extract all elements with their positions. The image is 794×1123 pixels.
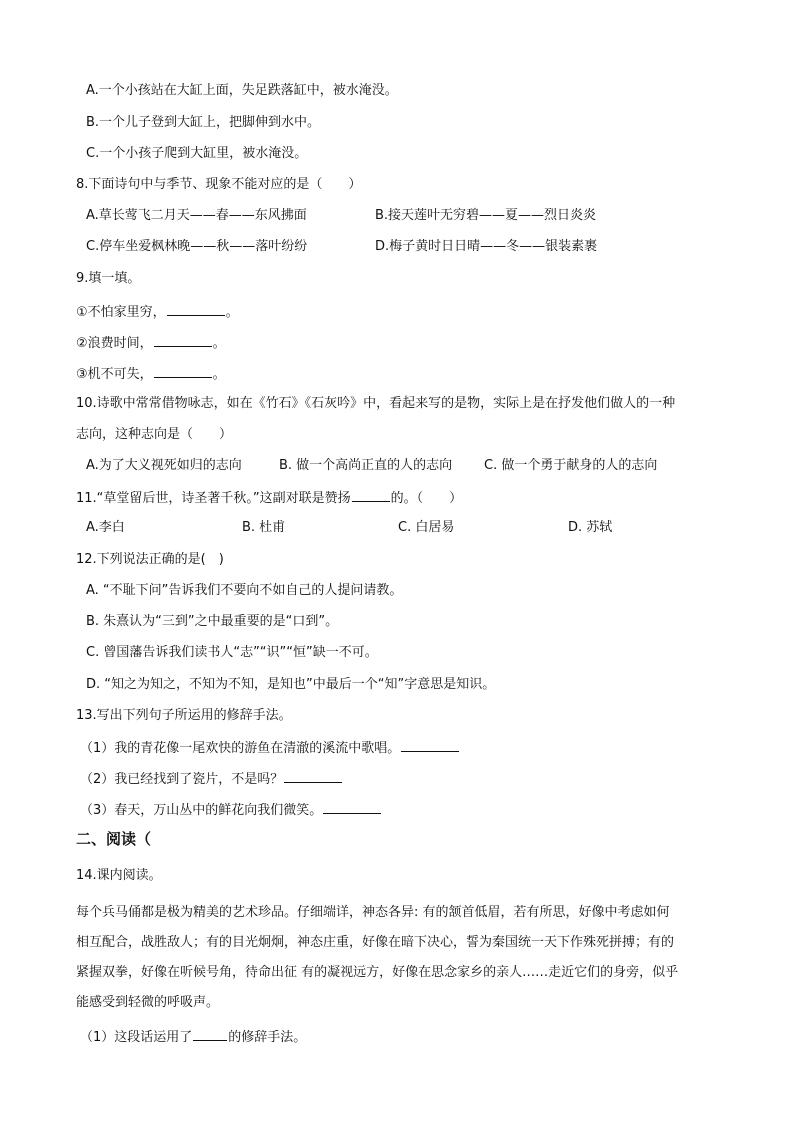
q9-item-1 <box>76 302 239 322</box>
q13-sentence-1 <box>80 738 460 758</box>
answer-blank[interactable] <box>167 302 225 316</box>
q13-sentence-1-text: （1）我的青花像一尾欢快的游鱼在清澈的溪流中歌唱。 <box>80 741 401 756</box>
q11-option-c: C. 白居易 <box>398 520 455 535</box>
answer-blank[interactable] <box>352 488 390 502</box>
q11-option-d: D. 苏轼 <box>568 520 613 535</box>
q14-sub-question-1-text: （1）这段话运用了 <box>80 1030 193 1045</box>
q8-option-c: C.停车坐爱枫林晚——秋——落叶纷纷 <box>86 239 308 254</box>
q14-sub-question-1-end: 的修辞手法。 <box>228 1030 307 1045</box>
q8-option-a: A.草长莺飞二月天——春——东风拂面 <box>86 208 307 223</box>
answer-blank[interactable] <box>284 769 342 783</box>
q14-passage-line1: 每个兵马俑都是极为精美的艺术珍品。仔细端详，神态各异: 有的颔首低眉，若有所思，好像中考虑如何 <box>76 905 670 920</box>
q13-sentence-3-text: （3）春天，万山丛中的鲜花向我们微笑。 <box>80 803 323 818</box>
q11-stem <box>76 488 462 508</box>
q13-sentence-2-text: （2）我已经找到了瓷片，不是吗？ <box>80 772 284 787</box>
answer-blank[interactable] <box>154 364 212 378</box>
answer-blank[interactable] <box>154 333 212 347</box>
q9-stem: 9.填一填。 <box>76 271 141 286</box>
answer-blank[interactable] <box>193 1027 227 1041</box>
q9-item-1-text: ①不怕家里穷， <box>76 305 166 320</box>
q12-option-a: A. “不耻下问”告诉我们不要向不如自己的人提问请教。 <box>86 583 403 598</box>
q7-option-b: B.一个儿子登到大缸上，把脚伸到水中。 <box>86 115 321 130</box>
q12-stem: 12.下列说法正确的是( ) <box>76 552 224 567</box>
q13-stem: 13.写出下列句子所运用的修辞手法。 <box>76 708 292 723</box>
q9-item-3-text: ③机不可失， <box>76 367 153 382</box>
section-heading-reading: 二、阅读（ <box>76 830 152 848</box>
answer-blank[interactable] <box>323 800 381 814</box>
answer-blank[interactable] <box>401 738 459 752</box>
q14-passage-line3: 紧握双拳，好像在听候号角，待命出征 有的凝视远方，好像在思念家乡的亲人……走近它们的身旁，似乎 <box>76 965 679 980</box>
q10-stem-line2: 志向，这种志向是（ ） <box>76 427 233 442</box>
q9-item-2-end: 。 <box>212 336 226 351</box>
q9-item-3-end: 。 <box>212 367 226 382</box>
q10-option-c: C. 做一个勇于献身的人的志向 <box>484 458 658 473</box>
q9-item-2 <box>76 333 226 353</box>
q8-option-d: D.梅子黄时日日晴——冬——银装素裹 <box>375 239 598 254</box>
q11-stem-end: 的。（ ） <box>390 491 463 506</box>
q14-passage-line4: 能感受到轻微的呼吸声。 <box>76 995 220 1010</box>
q14-stem: 14.课内阅读。 <box>76 868 162 883</box>
q13-sentence-3 <box>80 800 382 820</box>
q11-option-b: B. 杜甫 <box>242 520 286 535</box>
q8-stem: 8.下面诗句中与季节、现象不能对应的是（ ） <box>76 177 362 192</box>
q10-stem-line1: 10.诗歌中常常借物咏志，如在《竹石》《石灰吟》中，看起来写的是物，实际上是在抒发他们做人的一种 <box>76 396 676 411</box>
q10-option-b: B. 做一个高尚正直的人的志向 <box>279 458 453 473</box>
q9-item-1-end: 。 <box>225 305 239 320</box>
q12-option-d: D. “知之为知之，不知为不知，是知也”中最后一个“知”字意思是知识。 <box>86 677 496 692</box>
q13-sentence-2 <box>80 769 343 789</box>
q9-item-3 <box>76 364 226 384</box>
q7-option-a: A.一个小孩站在大缸上面，失足跌落缸中，被水淹没。 <box>86 83 398 98</box>
q12-option-b: B. 朱熹认为“三到”之中最重要的是“口到”。 <box>86 614 339 629</box>
q10-option-a: A.为了大义视死如归的志向 <box>86 458 242 473</box>
q12-option-c: C. 曾国藩告诉我们读书人“志”“识”“恒”缺一不可。 <box>86 645 378 660</box>
q14-passage-line2: 相互配合，战胜敌人；有的目光炯炯，神态庄重，好像在暗下决心，誓为秦国统一天下作殊死拼搏；有的 <box>76 935 675 950</box>
q14-sub-question-1 <box>80 1027 306 1047</box>
q11-option-a: A.李白 <box>86 520 125 535</box>
q11-stem-text: 11.“草堂留后世，诗圣著千秋。”这副对联是赞扬 <box>76 491 351 506</box>
q8-option-b: B.接天莲叶无穷碧——夏——烈日炎炎 <box>375 208 597 223</box>
q9-item-2-text: ②浪费时间， <box>76 336 153 351</box>
q7-option-c: C.一个小孩子爬到大缸里，被水淹没。 <box>86 146 308 161</box>
